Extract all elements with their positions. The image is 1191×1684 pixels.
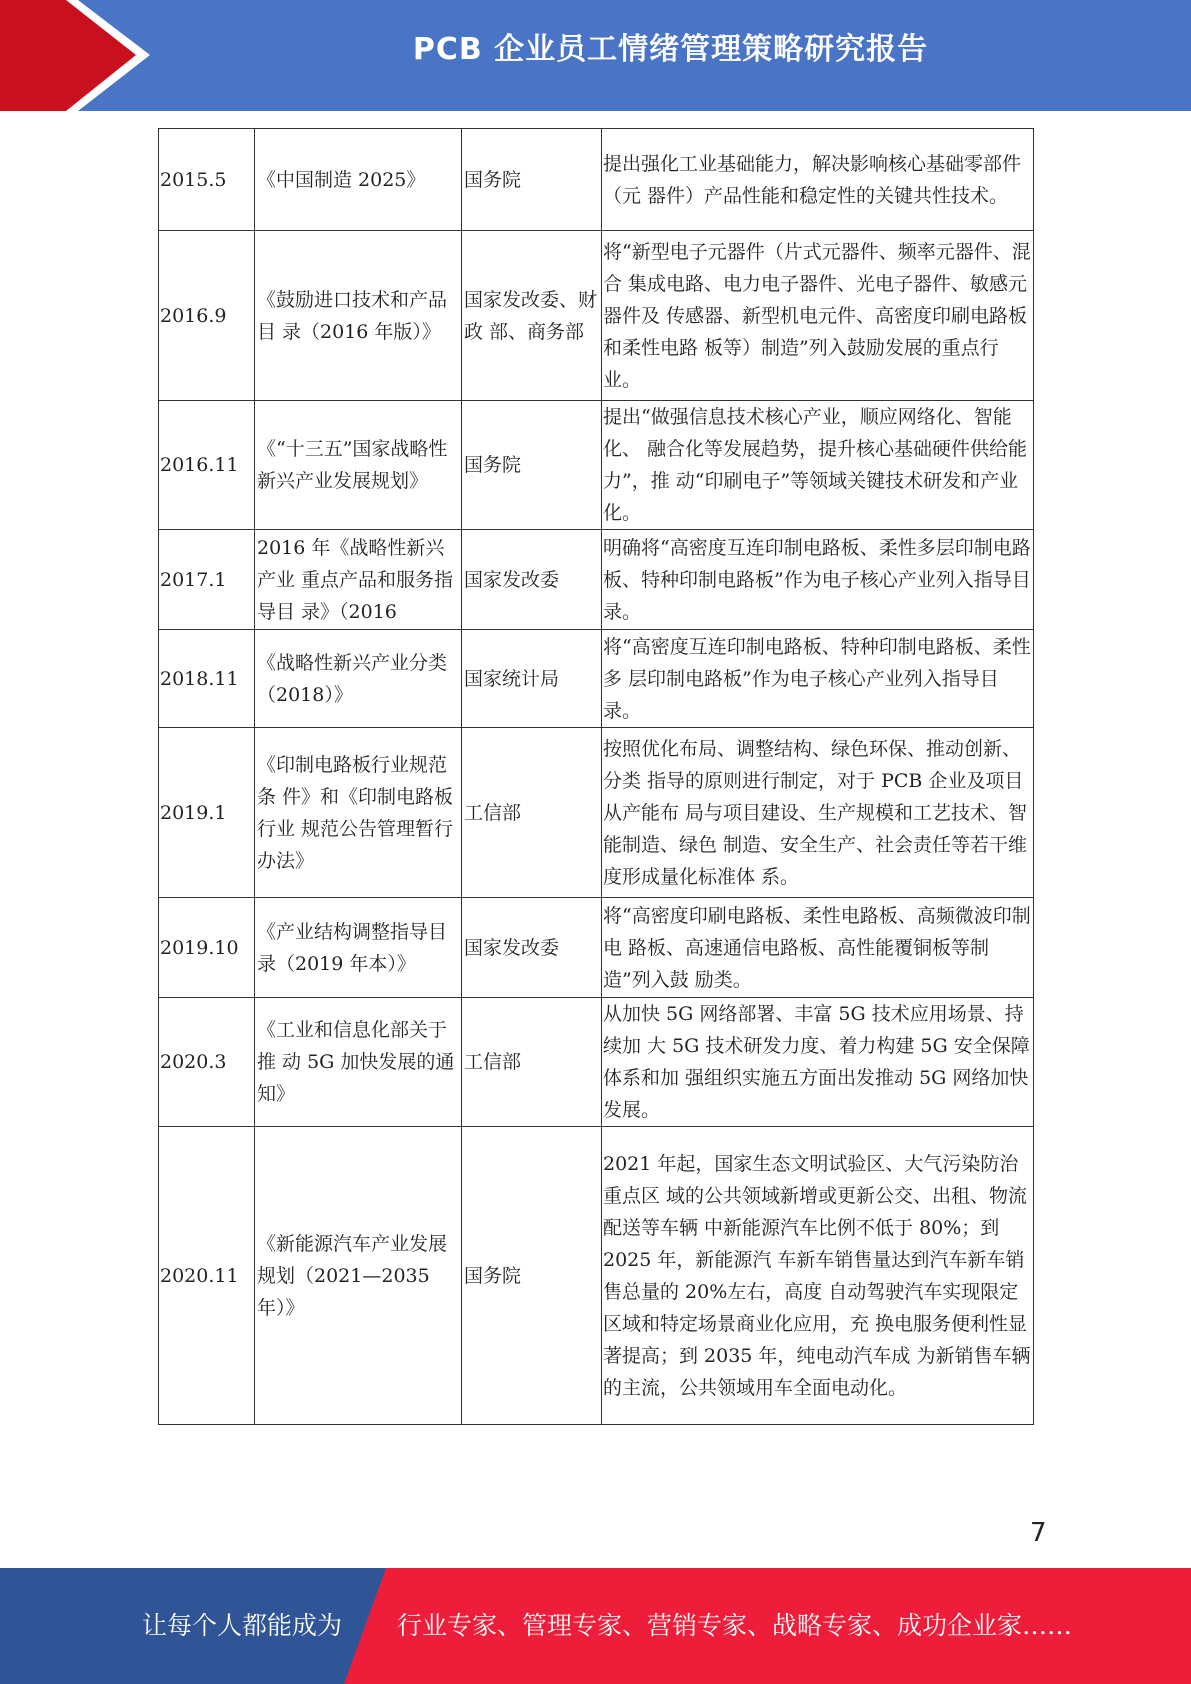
row-description: 提出强化工业基础能力，解决影响核心基础零部件（元 器件）产品性能和稳定性的关键共性技术。 bbox=[602, 129, 1034, 231]
row-date: 2020.3 bbox=[159, 998, 255, 1127]
row-policy-name: 《印制电路板行业规范条 件》和《印制电路板行业 规范公告管理暂行办法》 bbox=[255, 728, 462, 898]
table-row bbox=[159, 231, 1034, 401]
row-date: 2017.1 bbox=[159, 530, 255, 630]
row-department: 国家发改委、财政 部、商务部 bbox=[462, 231, 602, 401]
row-date: 2019.10 bbox=[159, 898, 255, 998]
row-department: 国家发改委 bbox=[462, 898, 602, 998]
footer-slogan-right: 行业专家、管理专家、营销专家、战略专家、成功企业家…… bbox=[397, 1611, 1073, 1640]
row-date: 2015.5 bbox=[159, 129, 255, 231]
table-row bbox=[159, 630, 1034, 728]
table-row bbox=[159, 898, 1034, 998]
table-row bbox=[159, 998, 1034, 1127]
row-policy-name: 《工业和信息化部关于推 动 5G 加快发展的通知》 bbox=[255, 998, 462, 1127]
row-policy-name: 《产业结构调整指导目录（2019 年本）》 bbox=[255, 898, 462, 998]
page-header bbox=[0, 0, 1191, 111]
red-chevron-logo bbox=[0, 0, 150, 111]
row-department: 国务院 bbox=[462, 401, 602, 530]
report-title: PCB 企业员工情绪管理策略研究报告 bbox=[412, 32, 929, 67]
row-policy-name: 2016 年《战略性新兴产业 重点产品和服务指导目 录》（2016 bbox=[255, 530, 462, 630]
row-department: 工信部 bbox=[462, 728, 602, 898]
footer-slogan-left: 让每个人都能成为 bbox=[142, 1611, 343, 1640]
row-description: 将“高密度互连印制电路板、特种印制电路板、柔性多 层印制电路板”作为电子核心产业列入指导目录。 bbox=[602, 630, 1034, 728]
row-date: 2016.11 bbox=[159, 401, 255, 530]
table-row bbox=[159, 1127, 1034, 1425]
row-description: 2021 年起，国家生态文明试验区、大气污染防治重点区 域的公共领域新增或更新公交、出租、物流配送等车辆 中新能源汽车比例不低于 80%；到 2025 年，新能源汽 车新车销售量达到汽车新车销售总量的 20%左右，高度 自动驾驶汽车实现限定区域和特定场景商业化应用，充 换电服务便利性显著提高；到 2035 年，纯电动汽车成 为新销售车辆的主流，公共领域用车全面电动化。 bbox=[602, 1127, 1034, 1425]
row-department: 工信部 bbox=[462, 998, 602, 1127]
row-description: 按照优化布局、调整结构、绿色环保、推动创新、分类 指导的原则进行制定，对于 PCB 企业及项目从产能布 局与项目建设、生产规模和工艺技术、智能制造、绿色 制造、安全生产、社会责任等若干维度形成量化标准体 系。 bbox=[602, 728, 1034, 898]
row-description: 从加快 5G 网络部署、丰富 5G 技术应用场景、持续加 大 5G 技术研发力度、着力构建 5G 安全保障体系和加 强组织实施五方面出发推动 5G 网络加快发展。 bbox=[602, 998, 1034, 1127]
row-date: 2018.11 bbox=[159, 630, 255, 728]
row-policy-name: 《新能源汽车产业发展规划（2021—2035 年）》 bbox=[255, 1127, 462, 1425]
row-department: 国务院 bbox=[462, 129, 602, 231]
table-row bbox=[159, 129, 1034, 231]
policy-table bbox=[158, 128, 1034, 1425]
table-row bbox=[159, 728, 1034, 898]
page-number: 7 bbox=[1030, 1518, 1047, 1548]
row-date: 2019.1 bbox=[159, 728, 255, 898]
row-policy-name: 《战略性新兴产业分类（2018）》 bbox=[255, 630, 462, 728]
row-policy-name: 《鼓励进口技术和产品目 录（2016 年版）》 bbox=[255, 231, 462, 401]
row-policy-name: 《“十三五”国家战略性 新兴产业发展规划》 bbox=[255, 401, 462, 530]
row-department: 国家发改委 bbox=[462, 530, 602, 630]
row-description: 将“新型电子元器件（片式元器件、频率元器件、混合 集成电路、电力电子器件、光电子器件、敏感元器件及 传感器、新型机电元件、高密度印刷电路板和柔性电路 板等）制造”列入鼓励发展的重点行业。 bbox=[602, 231, 1034, 401]
table-row bbox=[159, 401, 1034, 530]
table-row bbox=[159, 530, 1034, 630]
row-description: 明确将“高密度互连印制电路板、柔性多层印制电路 板、特种印制电路板”作为电子核心产业列入指导目 录。 bbox=[602, 530, 1034, 630]
row-department: 国务院 bbox=[462, 1127, 602, 1425]
row-policy-name: 《中国制造 2025》 bbox=[255, 129, 462, 231]
row-department: 国家统计局 bbox=[462, 630, 602, 728]
page-footer bbox=[0, 1568, 1191, 1684]
row-description: 将“高密度印刷电路板、柔性电路板、高频微波印制电 路板、高速通信电路板、高性能覆铜板等制造”列入鼓 励类。 bbox=[602, 898, 1034, 998]
row-date: 2016.9 bbox=[159, 231, 255, 401]
row-date: 2020.11 bbox=[159, 1127, 255, 1425]
row-description: 提出“做强信息技术核心产业，顺应网络化、智能化、 融合化等发展趋势，提升核心基础硬件供给能力”，推 动“印刷电子”等领域关键技术研发和产业化。 bbox=[602, 401, 1034, 530]
